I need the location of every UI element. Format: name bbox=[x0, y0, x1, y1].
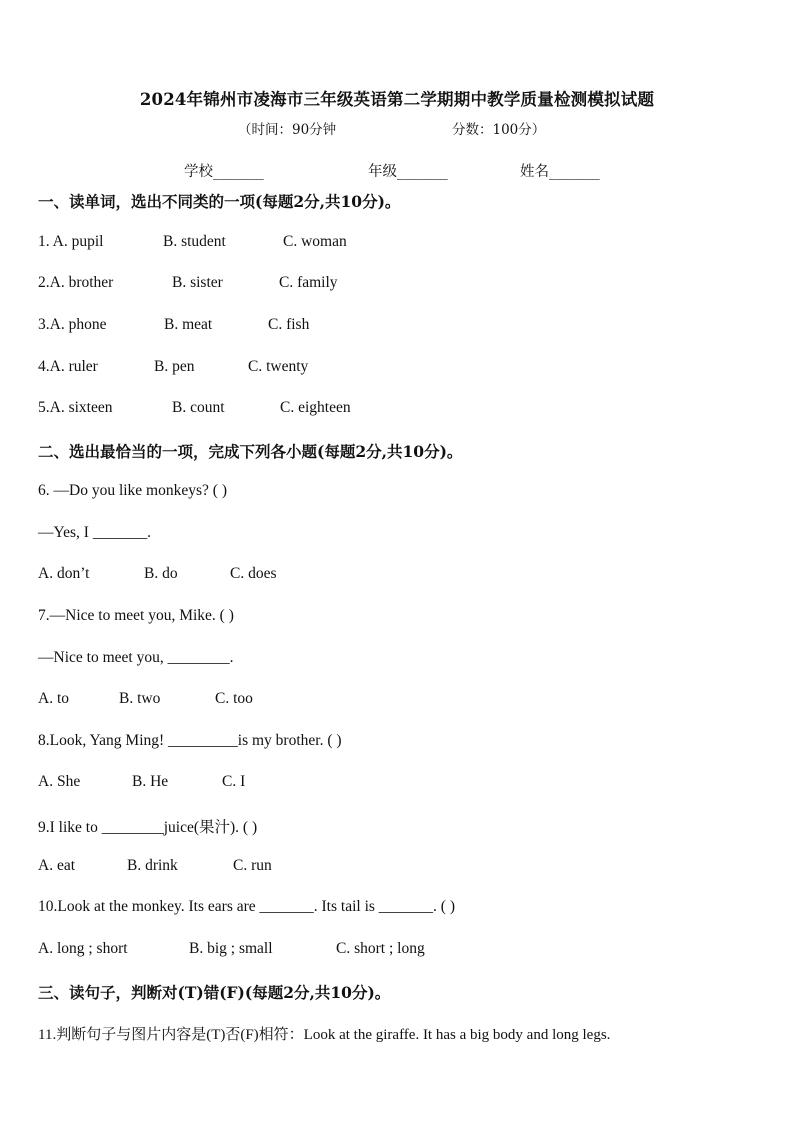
name-field: 姓名_______ bbox=[520, 164, 600, 180]
q2-option-a: 2.A. brother bbox=[38, 274, 114, 291]
question-9: 9.I like to ________juice(果汁). ( ) bbox=[38, 819, 258, 836]
q6-option-a: A. don’t bbox=[38, 565, 90, 582]
q5-option-b: B. count bbox=[172, 399, 225, 416]
q7-option-a: A. to bbox=[38, 690, 69, 707]
q10-option-a: A. long ; short bbox=[38, 940, 128, 957]
q10-option-b: B. big ; small bbox=[189, 940, 273, 957]
question-7: 7.—Nice to meet you, Mike. ( ) bbox=[38, 607, 234, 624]
section-1-heading: 一、读单词，选出不同类的一项(每题2分,共10分)。 bbox=[38, 192, 401, 211]
question-11: 11.判断句子与图片内容是(T)否(F)相符：Look at the giraffe. It has a big body and long legs. bbox=[38, 1027, 611, 1043]
question-10: 10.Look at the monkey. Its ears are _______. Its tail is _______. ( ) bbox=[38, 898, 455, 915]
q4-option-c: C. twenty bbox=[248, 358, 309, 375]
school-field: 学校_______ bbox=[184, 164, 264, 180]
question-8: 8.Look, Yang Ming! _________is my brother. ( ) bbox=[38, 732, 342, 749]
question-6-answer: —Yes, I _______. bbox=[38, 524, 151, 541]
q10-option-c: C. short ; long bbox=[336, 940, 425, 957]
q1-option-a: 1. A. pupil bbox=[38, 233, 104, 250]
grade-field: 年级_______ bbox=[368, 164, 448, 180]
q3-option-c: C. fish bbox=[268, 316, 310, 333]
section-2-heading: 二、选出最恰当的一项，完成下列各小题(每题2分,共10分)。 bbox=[38, 442, 463, 461]
q8-option-a: A. She bbox=[38, 773, 81, 790]
q3-option-a: 3.A. phone bbox=[38, 316, 107, 333]
exam-meta bbox=[238, 118, 546, 138]
question-7-answer: —Nice to meet you, ________. bbox=[38, 649, 234, 666]
q2-option-c: C. family bbox=[279, 274, 338, 291]
q9-option-b: B. drink bbox=[127, 857, 178, 874]
q5-option-c: C. eighteen bbox=[280, 399, 351, 416]
exam-title: 2024年锦州市凌海市三年级英语第二学期期中教学质量检测模拟试题 bbox=[139, 90, 655, 109]
exam-score: 分数：100分） bbox=[452, 122, 546, 138]
q8-option-c: C. I bbox=[222, 773, 246, 790]
q7-option-b: B. two bbox=[119, 690, 161, 707]
q6-option-b: B. do bbox=[144, 565, 178, 582]
q9-option-a: A. eat bbox=[38, 857, 76, 874]
q5-option-a: 5.A. sixteen bbox=[38, 399, 113, 416]
q8-option-b: B. He bbox=[132, 773, 169, 790]
section-3-heading: 三、读句子，判断对(T)错(F)(每题2分,共10分)。 bbox=[38, 983, 391, 1002]
q9-option-c: C. run bbox=[233, 857, 272, 874]
q2-option-b: B. sister bbox=[172, 274, 223, 291]
q1-option-b: B. student bbox=[163, 233, 226, 250]
exam-time: （时间：90分钟 bbox=[238, 122, 337, 138]
q6-option-c: C. does bbox=[230, 565, 277, 582]
q7-option-c: C. too bbox=[215, 690, 253, 707]
question-6: 6. —Do you like monkeys? ( ) bbox=[38, 482, 227, 499]
q4-option-a: 4.A. ruler bbox=[38, 358, 98, 375]
q1-option-c: C. woman bbox=[283, 233, 347, 250]
q3-option-b: B. meat bbox=[164, 316, 213, 333]
q4-option-b: B. pen bbox=[154, 358, 195, 375]
